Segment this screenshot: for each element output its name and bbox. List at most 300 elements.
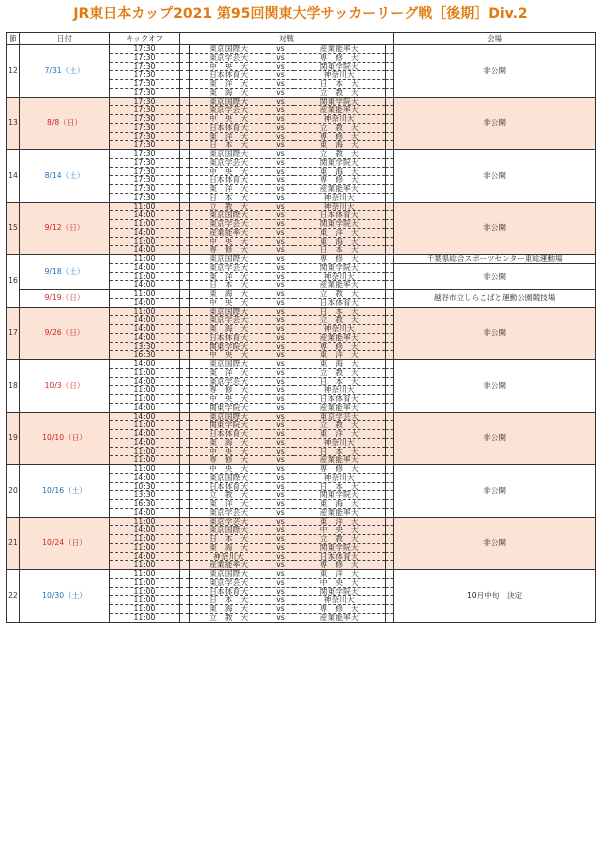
away-team: 東 洋 大	[294, 517, 386, 526]
away-team: 立 教 大	[294, 150, 386, 159]
match-pad	[180, 220, 190, 229]
match-pad	[386, 333, 394, 342]
kickoff-time: 11:00	[110, 290, 180, 299]
round-number: 16	[7, 255, 20, 308]
match-pad	[386, 578, 394, 587]
away-team: 立 教 大	[294, 88, 386, 97]
kickoff-time: 17:30	[110, 53, 180, 62]
match-pad	[386, 412, 394, 421]
round-block-19	[7, 412, 596, 465]
kickoff-time: 14:00	[110, 508, 180, 517]
match-pad	[386, 377, 394, 386]
away-team: 立 教 大	[294, 535, 386, 544]
match-pad	[386, 123, 394, 132]
home-team: 産業能率大	[190, 228, 268, 237]
kickoff-time: 14:00	[110, 377, 180, 386]
away-team: 産業能率大	[294, 456, 386, 465]
kickoff-time: 16:30	[110, 500, 180, 509]
vs-label: vs	[268, 185, 294, 194]
away-team: 神奈川大	[294, 272, 386, 281]
vs-label: vs	[268, 386, 294, 395]
match-pad	[386, 193, 394, 202]
away-team: 神奈川大	[294, 596, 386, 605]
match-pad	[386, 185, 394, 194]
match-pad	[386, 456, 394, 465]
away-team: 専 修 大	[294, 176, 386, 185]
away-team: 東京学芸大	[294, 412, 386, 421]
home-team: 立 教 大	[190, 613, 268, 622]
away-team: 日本体育大	[294, 552, 386, 561]
away-team: 関東学院大	[294, 97, 386, 106]
vs-label: vs	[268, 255, 294, 264]
home-team: 日本体育大	[190, 587, 268, 596]
kickoff-time: 17:30	[110, 88, 180, 97]
match-pad	[386, 115, 394, 124]
home-team: 日 本 大	[190, 596, 268, 605]
away-team: 産業能率大	[294, 45, 386, 54]
round-number: 22	[7, 570, 20, 623]
table-row	[7, 465, 596, 474]
match-pad	[180, 307, 190, 316]
match-pad	[180, 377, 190, 386]
away-team: 専 修 大	[294, 605, 386, 614]
home-team: 中 央 大	[190, 465, 268, 474]
kickoff-time: 14:00	[110, 298, 180, 307]
match-pad	[180, 228, 190, 237]
match-pad	[180, 552, 190, 561]
table-row	[7, 150, 596, 159]
match-pad	[180, 342, 190, 351]
away-team: 日 本 大	[294, 80, 386, 89]
match-pad	[386, 403, 394, 412]
match-pad	[180, 45, 190, 54]
away-team: 神奈川大	[294, 473, 386, 482]
round-number: 17	[7, 307, 20, 360]
kickoff-time: 14:00	[110, 552, 180, 561]
match-date: 10/24（日）	[20, 517, 110, 570]
kickoff-time: 11:00	[110, 272, 180, 281]
kickoff-time: 17:30	[110, 97, 180, 106]
home-team: 中 央 大	[190, 237, 268, 246]
match-pad	[180, 88, 190, 97]
away-team: 産業能率大	[294, 333, 386, 342]
vs-label: vs	[268, 316, 294, 325]
vs-label: vs	[268, 447, 294, 456]
away-team: 東 海 大	[294, 141, 386, 150]
table-row	[7, 570, 596, 579]
vs-label: vs	[268, 500, 294, 509]
vs-label: vs	[268, 88, 294, 97]
away-team: 日 本 大	[294, 246, 386, 255]
match-pad	[386, 508, 394, 517]
match-pad	[180, 193, 190, 202]
match-pad	[180, 298, 190, 307]
match-pad	[386, 220, 394, 229]
away-team: 関東学院大	[294, 158, 386, 167]
match-pad	[386, 360, 394, 369]
match-pad	[180, 237, 190, 246]
vs-label: vs	[268, 596, 294, 605]
match-pad	[386, 596, 394, 605]
vs-label: vs	[268, 281, 294, 290]
venue: 非公開	[394, 465, 596, 518]
match-pad	[180, 360, 190, 369]
round-block-18	[7, 360, 596, 413]
kickoff-time: 17:30	[110, 158, 180, 167]
home-team: 東京学芸大	[190, 263, 268, 272]
away-team: 関東学院大	[294, 543, 386, 552]
match-pad	[386, 316, 394, 325]
match-date: 7/31（土）	[20, 45, 110, 98]
vs-label: vs	[268, 395, 294, 404]
home-team: 産業能率大	[190, 561, 268, 570]
round-number: 12	[7, 45, 20, 98]
away-team: 専 修 大	[294, 342, 386, 351]
home-team: 東 海 大	[190, 88, 268, 97]
away-team: 中 央 大	[294, 526, 386, 535]
kickoff-time: 11:00	[110, 307, 180, 316]
vs-label: vs	[268, 167, 294, 176]
match-pad	[180, 316, 190, 325]
match-pad	[386, 307, 394, 316]
vs-label: vs	[268, 290, 294, 299]
away-team: 立 教 大	[294, 290, 386, 299]
vs-label: vs	[268, 517, 294, 526]
match-pad	[180, 71, 190, 80]
kickoff-time: 14:00	[110, 228, 180, 237]
match-pad	[386, 368, 394, 377]
home-team: 中 央 大	[190, 62, 268, 71]
match-pad	[386, 281, 394, 290]
home-team: 東京学芸大	[190, 158, 268, 167]
away-team: 中 央 大	[294, 578, 386, 587]
match-date: 10/3（日）	[20, 360, 110, 413]
home-team: 東京学芸大	[190, 517, 268, 526]
match-pad	[180, 473, 190, 482]
match-date: 9/19（日）	[20, 290, 110, 308]
kickoff-time: 13:30	[110, 342, 180, 351]
match-pad	[386, 421, 394, 430]
away-team: 専 修 大	[294, 255, 386, 264]
round-block-12	[7, 45, 596, 98]
home-team: 東 洋 大	[190, 500, 268, 509]
kickoff-time: 17:30	[110, 106, 180, 115]
kickoff-time: 14:00	[110, 325, 180, 334]
home-team: 日 本 大	[190, 281, 268, 290]
home-team: 中 央 大	[190, 115, 268, 124]
home-team: 日本体育大	[190, 430, 268, 439]
away-team: 産業能率大	[294, 185, 386, 194]
vs-label: vs	[268, 307, 294, 316]
match-pad	[180, 132, 190, 141]
match-pad	[386, 325, 394, 334]
match-pad	[180, 167, 190, 176]
match-pad	[180, 395, 190, 404]
round-number: 21	[7, 517, 20, 570]
home-team: 立 教 大	[190, 491, 268, 500]
kickoff-time: 17:30	[110, 123, 180, 132]
venue: 非公開	[394, 45, 596, 98]
vs-label: vs	[268, 123, 294, 132]
venue: 非公開	[394, 150, 596, 203]
vs-label: vs	[268, 62, 294, 71]
match-pad	[386, 106, 394, 115]
kickoff-time: 11:00	[110, 395, 180, 404]
home-team: 日本体育大	[190, 176, 268, 185]
kickoff-time: 17:30	[110, 45, 180, 54]
away-team: 神奈川大	[294, 386, 386, 395]
kickoff-time: 17:30	[110, 185, 180, 194]
page-title: JR東日本カップ2021 第95回関東大学サッカーリーグ戦［後期］Div.2	[73, 6, 528, 22]
match-date: 9/18（土）	[20, 255, 110, 290]
vs-label: vs	[268, 342, 294, 351]
home-team: 専 修 大	[190, 386, 268, 395]
home-team: 東 洋 大	[190, 368, 268, 377]
match-pad	[180, 482, 190, 491]
away-team: 日 本 大	[294, 307, 386, 316]
match-pad	[180, 605, 190, 614]
match-pad	[386, 561, 394, 570]
round-number: 13	[7, 97, 20, 150]
kickoff-time: 14:00	[110, 403, 180, 412]
vs-label: vs	[268, 115, 294, 124]
match-pad	[386, 517, 394, 526]
home-team: 東 海 大	[190, 605, 268, 614]
kickoff-time: 17:30	[110, 176, 180, 185]
match-pad	[386, 272, 394, 281]
match-pad	[386, 587, 394, 596]
venue: 10月中旬 決定	[394, 570, 596, 623]
away-team: 日本体育大	[294, 395, 386, 404]
home-team: 東京国際大	[190, 526, 268, 535]
away-team: 専 修 大	[294, 465, 386, 474]
table-row	[7, 97, 596, 106]
match-pad	[386, 613, 394, 622]
vs-label: vs	[268, 543, 294, 552]
match-pad	[180, 290, 190, 299]
match-pad	[386, 132, 394, 141]
vs-label: vs	[268, 211, 294, 220]
away-team: 産業能率大	[294, 281, 386, 290]
vs-label: vs	[268, 412, 294, 421]
round-number: 18	[7, 360, 20, 413]
match-pad	[386, 45, 394, 54]
away-team: 関東学院大	[294, 491, 386, 500]
away-team: 日 本 大	[294, 377, 386, 386]
match-pad	[180, 263, 190, 272]
vs-label: vs	[268, 578, 294, 587]
match-pad	[386, 438, 394, 447]
match-date: 10/16（土）	[20, 465, 110, 518]
header-date: 日付	[20, 33, 110, 45]
header-venue: 会場	[394, 33, 596, 45]
home-team: 中 央 大	[190, 351, 268, 360]
round-block-14	[7, 150, 596, 203]
kickoff-time: 17:30	[110, 150, 180, 159]
vs-label: vs	[268, 465, 294, 474]
match-pad	[386, 150, 394, 159]
home-team: 日 本 大	[190, 141, 268, 150]
vs-label: vs	[268, 561, 294, 570]
away-team: 立 教 大	[294, 368, 386, 377]
vs-label: vs	[268, 403, 294, 412]
away-team: 神奈川大	[294, 325, 386, 334]
match-pad	[386, 71, 394, 80]
vs-label: vs	[268, 176, 294, 185]
home-team: 関東学院大	[190, 403, 268, 412]
match-pad	[386, 465, 394, 474]
kickoff-time: 11:00	[110, 570, 180, 579]
match-pad	[180, 508, 190, 517]
away-team: 専 修 大	[294, 53, 386, 62]
venue: 非公開	[394, 412, 596, 465]
away-team: 産業能率大	[294, 508, 386, 517]
home-team: 東京学芸大	[190, 377, 268, 386]
venue: 非公開	[394, 202, 596, 255]
match-pad	[180, 141, 190, 150]
kickoff-time: 13:30	[110, 491, 180, 500]
kickoff-time: 11:00	[110, 237, 180, 246]
match-pad	[386, 535, 394, 544]
kickoff-time: 14:00	[110, 526, 180, 535]
home-team: 東京国際大	[190, 45, 268, 54]
match-pad	[180, 62, 190, 71]
match-pad	[386, 342, 394, 351]
vs-label: vs	[268, 333, 294, 342]
match-pad	[386, 526, 394, 535]
match-pad	[180, 561, 190, 570]
round-number: 20	[7, 465, 20, 518]
header-kickoff: キックオフ	[110, 33, 180, 45]
round-block-16	[7, 255, 596, 308]
vs-label: vs	[268, 456, 294, 465]
match-pad	[180, 596, 190, 605]
kickoff-time: 14:00	[110, 430, 180, 439]
vs-label: vs	[268, 80, 294, 89]
table-row	[7, 202, 596, 211]
match-pad	[180, 185, 190, 194]
kickoff-time: 11:00	[110, 447, 180, 456]
kickoff-time: 14:00	[110, 360, 180, 369]
match-pad	[386, 167, 394, 176]
table-row	[7, 290, 596, 299]
vs-label: vs	[268, 220, 294, 229]
kickoff-time: 11:00	[110, 587, 180, 596]
match-pad	[180, 535, 190, 544]
away-team: 産業能率大	[294, 613, 386, 622]
table-row	[7, 255, 596, 264]
kickoff-time: 17:30	[110, 167, 180, 176]
match-pad	[386, 351, 394, 360]
home-team: 中 央 大	[190, 167, 268, 176]
kickoff-time: 14:00	[110, 412, 180, 421]
kickoff-time: 14:00	[110, 246, 180, 255]
home-team: 東京国際大	[190, 473, 268, 482]
match-pad	[180, 123, 190, 132]
home-team: 中 央 大	[190, 447, 268, 456]
vs-label: vs	[268, 132, 294, 141]
home-team: 東京国際大	[190, 412, 268, 421]
away-team: 神奈川大	[294, 71, 386, 80]
vs-label: vs	[268, 377, 294, 386]
away-team: 東 洋 大	[294, 228, 386, 237]
venue: 非公開	[394, 97, 596, 150]
venue: 非公開	[394, 263, 596, 289]
match-pad	[386, 97, 394, 106]
vs-label: vs	[268, 45, 294, 54]
kickoff-time: 11:00	[110, 202, 180, 211]
match-pad	[386, 237, 394, 246]
home-team: 東京国際大	[190, 211, 268, 220]
match-pad	[180, 447, 190, 456]
match-pad	[180, 53, 190, 62]
home-team: 東京学芸大	[190, 53, 268, 62]
vs-label: vs	[268, 106, 294, 115]
match-date: 10/10（日）	[20, 412, 110, 465]
kickoff-time: 10:30	[110, 482, 180, 491]
table-row	[7, 517, 596, 526]
match-pad	[386, 88, 394, 97]
vs-label: vs	[268, 298, 294, 307]
home-team: 専 修 大	[190, 246, 268, 255]
vs-label: vs	[268, 141, 294, 150]
vs-label: vs	[268, 237, 294, 246]
vs-label: vs	[268, 71, 294, 80]
vs-label: vs	[268, 587, 294, 596]
match-pad	[386, 290, 394, 299]
away-team: 立 教 大	[294, 421, 386, 430]
match-pad	[386, 473, 394, 482]
venue: 千葉県総合スポーツセンター東総運動場	[394, 255, 596, 264]
away-team: 神奈川大	[294, 193, 386, 202]
match-date: 8/14（土）	[20, 150, 110, 203]
round-number: 14	[7, 150, 20, 203]
match-pad	[180, 500, 190, 509]
vs-label: vs	[268, 150, 294, 159]
home-team: 東京国際大	[190, 150, 268, 159]
away-team: 神奈川大	[294, 202, 386, 211]
kickoff-time: 11:00	[110, 613, 180, 622]
match-pad	[386, 570, 394, 579]
match-date: 8/8（日）	[20, 97, 110, 150]
match-pad	[386, 447, 394, 456]
round-block-15	[7, 202, 596, 255]
away-team: 立 教 大	[294, 316, 386, 325]
away-team: 東 海 大	[294, 237, 386, 246]
away-team: 東 洋 大	[294, 430, 386, 439]
home-team: 東京学芸大	[190, 316, 268, 325]
kickoff-time: 11:00	[110, 465, 180, 474]
kickoff-time: 14:00	[110, 316, 180, 325]
match-pad	[180, 526, 190, 535]
table-row	[7, 307, 596, 316]
vs-label: vs	[268, 246, 294, 255]
match-pad	[386, 500, 394, 509]
match-pad	[180, 106, 190, 115]
kickoff-time: 14:00	[110, 211, 180, 220]
vs-label: vs	[268, 263, 294, 272]
kickoff-time: 17:30	[110, 71, 180, 80]
home-team: 立 教 大	[190, 202, 268, 211]
match-pad	[386, 255, 394, 264]
match-pad	[180, 150, 190, 159]
table-row	[7, 412, 596, 421]
header-match: 対戦	[180, 33, 394, 45]
round-block-20	[7, 465, 596, 518]
schedule-table	[6, 32, 596, 623]
vs-label: vs	[268, 526, 294, 535]
vs-label: vs	[268, 613, 294, 622]
